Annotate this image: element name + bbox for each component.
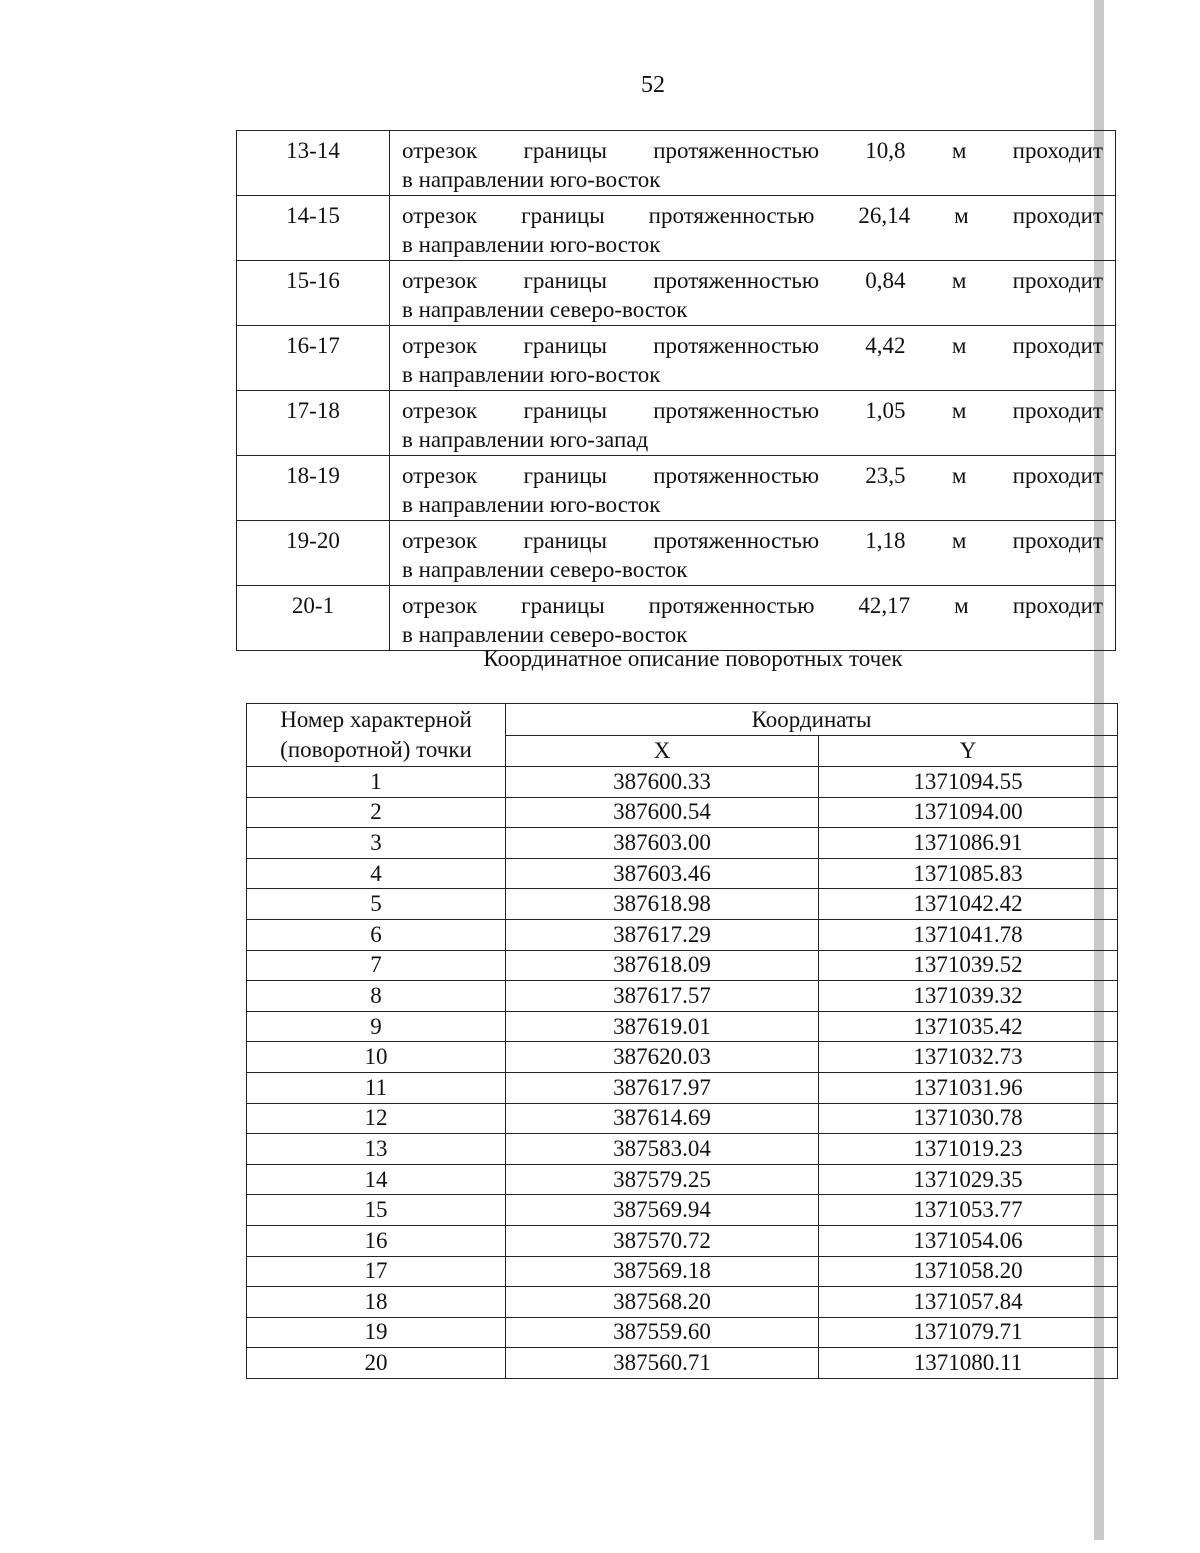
segment-word: отрезок [402, 398, 478, 423]
segment-word: отрезок [402, 528, 478, 553]
segment-unit: м [954, 203, 969, 228]
segment-description-line1 [402, 396, 1103, 425]
coord-x: 387603.00 [506, 828, 819, 859]
segment-row [237, 261, 1116, 326]
point-number: 6 [247, 919, 506, 950]
coord-x: 387617.97 [506, 1072, 819, 1103]
segment-description-line1 [402, 526, 1103, 555]
coord-y: 1371094.55 [819, 767, 1118, 798]
segment-id: 16-17 [237, 326, 390, 391]
segment-verb: проходит [1012, 138, 1103, 163]
coords-row [247, 797, 1118, 828]
segment-description [390, 456, 1116, 521]
segment-row [237, 391, 1116, 456]
segment-description-line1 [402, 136, 1103, 165]
segment-word: отрезок [402, 138, 478, 163]
segment-verb: проходит [1012, 528, 1103, 553]
coords-row [247, 1072, 1118, 1103]
coords-row [247, 1042, 1118, 1073]
point-number: 9 [247, 1011, 506, 1042]
coords-title: Координатное описание поворотных точек [483, 646, 903, 671]
coord-y: 1371019.23 [819, 1134, 1118, 1165]
segment-id: 20-1 [237, 586, 390, 651]
coords-row [247, 1225, 1118, 1256]
segment-description-line1 [402, 201, 1103, 230]
segment-word: отрезок [402, 463, 478, 488]
segment-id: 17-18 [237, 391, 390, 456]
segment-word: границы [521, 203, 605, 228]
coord-y: 1371039.32 [819, 981, 1118, 1012]
coords-row [247, 1317, 1118, 1348]
header-point-line1: Номер характерной [280, 707, 472, 732]
point-number: 11 [247, 1072, 506, 1103]
coords-row [247, 858, 1118, 889]
segment-direction: в направлении юго-восток [402, 232, 661, 257]
segment-word: границы [521, 593, 605, 618]
coord-x: 387568.20 [506, 1287, 819, 1318]
segment-word: границы [523, 268, 607, 293]
segment-unit: м [951, 398, 967, 423]
segment-unit: м [954, 593, 969, 618]
segment-direction: в направлении юго-запад [402, 427, 649, 452]
segment-description [390, 196, 1116, 261]
coord-y: 1371057.84 [819, 1287, 1118, 1318]
coords-row [247, 1195, 1118, 1226]
segment-word: протяженностью [653, 398, 820, 423]
segment-id: 18-19 [237, 456, 390, 521]
coords-row [247, 1348, 1118, 1379]
coord-x: 387559.60 [506, 1317, 819, 1348]
coord-x: 387617.57 [506, 981, 819, 1012]
point-number: 1 [247, 767, 506, 798]
coord-y: 1371058.20 [819, 1256, 1118, 1287]
segment-row [237, 131, 1116, 196]
coord-y: 1371032.73 [819, 1042, 1118, 1073]
segment-description [390, 586, 1116, 651]
segment-verb: проходит [1012, 203, 1103, 228]
segment-direction: в направлении юго-восток [402, 362, 661, 387]
segment-description [390, 521, 1116, 586]
coord-y: 1371035.42 [819, 1011, 1118, 1042]
point-number: 13 [247, 1134, 506, 1165]
segment-word: границы [523, 398, 607, 423]
coords-table-header [247, 704, 1118, 767]
segment-id: 19-20 [237, 521, 390, 586]
segment-description [390, 391, 1116, 456]
segment-verb: проходит [1012, 593, 1103, 618]
coord-x: 387618.09 [506, 950, 819, 981]
segment-description-line1 [402, 331, 1103, 360]
segment-verb: проходит [1012, 268, 1103, 293]
coord-x: 387617.29 [506, 919, 819, 950]
coord-x: 387569.18 [506, 1256, 819, 1287]
coords-row [247, 1103, 1118, 1134]
segment-word: протяженностью [653, 528, 820, 553]
segment-word: границы [523, 333, 607, 358]
point-number: 14 [247, 1164, 506, 1195]
segment-direction: в направлении северо-восток [402, 557, 688, 582]
segment-verb: проходит [1012, 398, 1103, 423]
segment-length: 0,84 [865, 268, 906, 293]
point-number: 19 [247, 1317, 506, 1348]
coords-row [247, 1256, 1118, 1287]
coords-row [247, 889, 1118, 920]
coord-x: 387569.94 [506, 1195, 819, 1226]
segment-direction: в направлении юго-восток [402, 167, 661, 192]
segment-length: 26,14 [858, 203, 911, 228]
segment-word: протяженностью [653, 333, 820, 358]
segment-id: 15-16 [237, 261, 390, 326]
segment-word: отрезок [402, 333, 478, 358]
coords-row [247, 1164, 1118, 1195]
segment-id: 13-14 [237, 131, 390, 196]
coord-y: 1371054.06 [819, 1225, 1118, 1256]
segment-row [237, 326, 1116, 391]
segment-verb: проходит [1012, 333, 1103, 358]
header-coordinates: Координаты [506, 704, 1118, 736]
coords-table-body [247, 767, 1118, 1379]
segment-direction: в направлении северо-восток [402, 622, 688, 647]
coord-x: 387570.72 [506, 1225, 819, 1256]
coord-x: 387620.03 [506, 1042, 819, 1073]
segment-description-line1 [402, 266, 1103, 295]
segment-word: границы [523, 528, 607, 553]
coord-x: 387618.98 [506, 889, 819, 920]
segments-table [236, 130, 1116, 651]
segment-word: протяженностью [653, 268, 820, 293]
segment-word: отрезок [402, 203, 478, 228]
coord-y: 1371053.77 [819, 1195, 1118, 1226]
coord-x: 387614.69 [506, 1103, 819, 1134]
segment-word: отрезок [402, 593, 478, 618]
segment-unit: м [951, 528, 967, 553]
point-number: 7 [247, 950, 506, 981]
coords-row [247, 767, 1118, 798]
segment-verb: проходит [1012, 463, 1103, 488]
segment-length: 42,17 [858, 593, 911, 618]
coord-y: 1371086.91 [819, 828, 1118, 859]
coord-x: 387583.04 [506, 1134, 819, 1165]
coord-y: 1371079.71 [819, 1317, 1118, 1348]
segment-description [390, 326, 1116, 391]
segment-id: 14-15 [237, 196, 390, 261]
segment-row [237, 456, 1116, 521]
segment-row [237, 196, 1116, 261]
segment-description [390, 131, 1116, 196]
segment-row [237, 521, 1116, 586]
coord-x: 387603.46 [506, 858, 819, 889]
segment-description [390, 261, 1116, 326]
segment-word: границы [523, 463, 607, 488]
segment-length: 23,5 [865, 463, 906, 488]
segment-direction: в направлении юго-восток [402, 492, 661, 517]
point-number: 5 [247, 889, 506, 920]
segment-length: 4,42 [865, 333, 906, 358]
coord-x: 387560.71 [506, 1348, 819, 1379]
segment-unit: м [951, 333, 967, 358]
coords-table [246, 703, 1118, 1379]
coords-row [247, 1287, 1118, 1318]
coords-row [247, 981, 1118, 1012]
coords-row [247, 828, 1118, 859]
segments-table-body [237, 131, 1116, 651]
segment-word: протяженностью [653, 463, 820, 488]
segment-word: границы [523, 138, 607, 163]
coord-y: 1371042.42 [819, 889, 1118, 920]
segment-description-line1 [402, 461, 1103, 490]
point-number: 15 [247, 1195, 506, 1226]
point-number: 10 [247, 1042, 506, 1073]
segment-length: 10,8 [865, 138, 906, 163]
coord-x: 387600.33 [506, 767, 819, 798]
segment-unit: м [951, 138, 967, 163]
header-point-line2: (поворотной) точки [280, 737, 472, 762]
coord-x: 387600.54 [506, 797, 819, 828]
point-number: 17 [247, 1256, 506, 1287]
point-number: 12 [247, 1103, 506, 1134]
coord-y: 1371085.83 [819, 858, 1118, 889]
coord-y: 1371080.11 [819, 1348, 1118, 1379]
segment-word: протяженностью [653, 138, 820, 163]
segment-word: протяженностью [648, 203, 815, 228]
segment-unit: м [951, 268, 967, 293]
coord-y: 1371039.52 [819, 950, 1118, 981]
segment-direction: в направлении северо-восток [402, 297, 688, 322]
header-y: Y [819, 736, 1118, 767]
coord-y: 1371094.00 [819, 797, 1118, 828]
segment-word: отрезок [402, 268, 478, 293]
coord-y: 1371029.35 [819, 1164, 1118, 1195]
coord-x: 387579.25 [506, 1164, 819, 1195]
point-number: 3 [247, 828, 506, 859]
segment-word: протяженностью [648, 593, 815, 618]
segment-length: 1,05 [865, 398, 906, 423]
coords-row [247, 919, 1118, 950]
coord-y: 1371031.96 [819, 1072, 1118, 1103]
header-point-number [247, 704, 506, 767]
point-number: 18 [247, 1287, 506, 1318]
segment-row [237, 586, 1116, 651]
point-number: 16 [247, 1225, 506, 1256]
segment-description-line1 [402, 591, 1103, 620]
coords-row [247, 1134, 1118, 1165]
coords-header-row [247, 704, 1118, 736]
point-number: 20 [247, 1348, 506, 1379]
point-number: 4 [247, 858, 506, 889]
coord-x: 387619.01 [506, 1011, 819, 1042]
coords-row [247, 950, 1118, 981]
coord-y: 1371041.78 [819, 919, 1118, 950]
segment-unit: м [951, 463, 967, 488]
page-number: 52 [641, 72, 665, 98]
point-number: 2 [247, 797, 506, 828]
point-number: 8 [247, 981, 506, 1012]
segment-length: 1,18 [865, 528, 906, 553]
coord-y: 1371030.78 [819, 1103, 1118, 1134]
header-x: X [506, 736, 819, 767]
coords-row [247, 1011, 1118, 1042]
